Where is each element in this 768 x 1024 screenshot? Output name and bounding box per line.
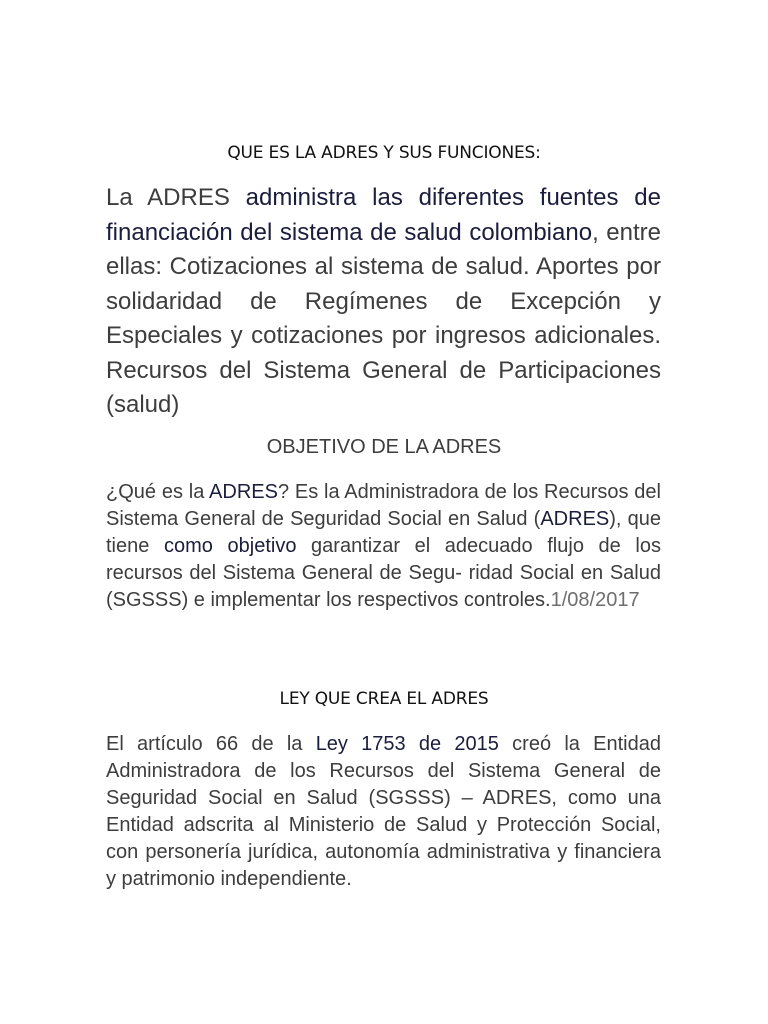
objetivo-paragraph [106, 479, 661, 614]
ley-text-2: creó la Entidad Administradora de los Recursos del Sistema General de Seguridad Social en Salud (SGSSS) – ADRES, como una Entidad adscrita al Ministerio de Salud y Protección Social, con personería jurídica, autonomía administrativa y financiera y patrimonio independiente. [106, 733, 661, 890]
adres-link-2[interactable]: ADRES [540, 508, 610, 530]
funciones-paragraph [106, 181, 661, 423]
ley-paragraph [106, 731, 661, 893]
objetivo-text-2: ? Es la Administradora de los Recursos del Sistema General de Seguridad Social en Salud ( [106, 481, 661, 530]
date-text: 1/08/2017 [550, 589, 640, 611]
ley-text-1: El artículo 66 de la [106, 733, 316, 755]
adres-link-1[interactable]: ADRES [209, 481, 278, 503]
ley-link[interactable]: Ley 1753 de 2015 [315, 733, 499, 755]
objetivo-text-1: ¿Qué es la [106, 481, 210, 503]
section-heading-ley: LEY QUE CREA EL ADRES [279, 689, 489, 709]
objetivo-text-3: ), que tiene [106, 508, 661, 557]
section-heading-funciones: QUE ES LA ADRES Y SUS FUNCIONES: [227, 143, 541, 163]
funciones-rest-text: , entre ellas: Cotizaciones al sistema de salud. Aportes por solidaridad de Regímenes de Excepción y Especiales y cotizaciones por ingresos adicionales. Recursos del Sistema General de Participaciones (salud) [106, 218, 661, 418]
highlight-text: administra las diferentes fuentes de financiación del sistema de salud colombiano [106, 184, 661, 246]
intro-text: La ADRES [106, 184, 230, 211]
objetivo-link[interactable]: como objetivo [163, 535, 297, 557]
section-heading-objetivo: OBJETIVO DE LA ADRES [266, 436, 502, 458]
objetivo-text-4: garantizar el adecuado flujo de los recursos del Sistema General de Segu- ridad Social en Salud (SGSSS) e implementar los respectivos controles. [106, 535, 661, 611]
